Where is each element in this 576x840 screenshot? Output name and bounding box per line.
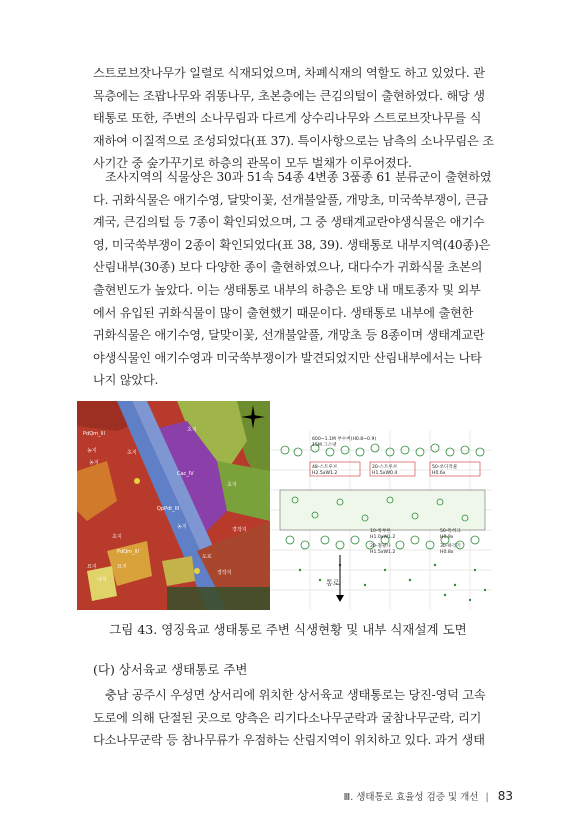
plan-label: H1.0xW1.2 bbox=[370, 535, 396, 540]
map-label: 농지 bbox=[87, 448, 97, 454]
plan-label: H1.5xW1.2 bbox=[370, 550, 396, 555]
map-label: PdQm_III bbox=[83, 431, 105, 437]
plan-label: 20-스트루브 bbox=[372, 465, 398, 470]
plan-label: H0.6x bbox=[432, 471, 446, 476]
running-footer-title: Ⅲ. 생태통로 효율성 검증 및 개선 bbox=[343, 792, 479, 803]
text-line: 다소나무군락 등 참나무류가 우점하는 산림지역이 위치하고 있다. 과거 생태 bbox=[93, 733, 485, 748]
vegetation-map bbox=[77, 401, 270, 610]
plan-label: H0.8x bbox=[440, 550, 454, 555]
text-line: 재하여 이질적으로 조성되었다(표 37). 특이사항으로는 남측의 소나무림은 조 bbox=[93, 133, 494, 148]
section-heading: (다) 상서육교 생태통로 주변 bbox=[93, 662, 248, 677]
plan-label: 10-쑥부한 bbox=[370, 529, 391, 534]
map-label: QpPdt_III bbox=[157, 506, 180, 512]
plan-label: 30-하리기 bbox=[440, 544, 461, 549]
planting-plan-labels bbox=[270, 430, 492, 610]
plan-label: 50-쏘디작물 bbox=[432, 465, 458, 470]
footer-separator: | bbox=[485, 792, 489, 803]
map-label: 초지 bbox=[227, 482, 237, 488]
paragraph-1 bbox=[93, 62, 505, 175]
plan-label: 통로 bbox=[326, 579, 340, 587]
text-line: 목층에는 조팝나무와 쥐똥나무, 초본층에는 큰김의털이 출현하였다. 해당 생 bbox=[93, 88, 485, 103]
map-label: 묘지 bbox=[117, 564, 127, 570]
text-line: 나지 않았다. bbox=[93, 373, 159, 388]
text-line: 출현빈도가 높았다. 이는 생태통로 내부의 하층은 토양 내 매토종자 및 외부 bbox=[93, 282, 481, 297]
text-line: 충남 공주시 우성면 상서리에 위치한 상서육교 생태통로는 당진-영덕 고속 bbox=[105, 688, 486, 702]
text-line: 계국, 큰김의털 등 7종이 확인되었으며, 그 중 생태계교란야생식물은 애기수 bbox=[93, 215, 485, 230]
text-line: 귀화식물은 애기수영, 달맞이꽃, 선개불알풀, 개망초 등 8종이며 생태계교란 bbox=[93, 328, 485, 343]
text-line: 야생식물인 애기수영과 미국쑥부쟁이가 발견되었지만 산림내부에서는 나타 bbox=[93, 350, 482, 365]
figure-caption: 그림 43. 영징육교 생태통로 주변 식생현황 및 내부 식재설계 도면 bbox=[109, 622, 467, 637]
text-line: 다. 귀화식물은 애기수영, 달맞이꽃, 선개불알풀, 개망초, 미국쑥부쟁이, 큰금 bbox=[93, 192, 488, 207]
map-label: 초지 bbox=[187, 427, 197, 433]
paragraph-2 bbox=[93, 166, 505, 392]
text-line: 스트로브잣나무가 일렬로 식재되었으며, 차폐식재의 역할도 하고 있었다. 관 bbox=[93, 66, 485, 80]
map-label: 나지 bbox=[97, 577, 107, 583]
text-line: 산림내부(30종) 보다 다양한 종이 출현하였으나, 대다수가 귀화식물 초본의 bbox=[93, 260, 483, 275]
plan-label: 600~1.1M 부수버(H0.8~0.9) bbox=[312, 437, 377, 442]
text-line: 태통로 또한, 주변의 소나무림과 다르게 상수리나무와 스트로브잣나무를 식 bbox=[93, 111, 482, 126]
map-label: 초지 bbox=[127, 450, 137, 456]
text-line: 도로에 의해 단절된 곳으로 양측은 리기다소나무군락과 굴참나무군락, 리기 bbox=[93, 710, 482, 725]
plan-label: H2.5xW1.2 bbox=[312, 471, 338, 476]
map-label: Cac_IV bbox=[177, 471, 194, 477]
plan-label: 48-스트루브 bbox=[312, 465, 338, 470]
plan-label: 50-특히크 bbox=[440, 529, 461, 534]
map-label: 농지 bbox=[177, 524, 187, 530]
page-number: 83 bbox=[497, 789, 513, 803]
planting-plan bbox=[270, 430, 492, 610]
text-line: 에서 유입된 귀화식물이 많이 출현했기 때문이다. 생태통로 내부에 출현한 bbox=[93, 305, 474, 320]
text-line: 사기간 중 숲가꾸기로 하층의 관목이 모두 벌채가 이루어졌다. bbox=[93, 156, 412, 171]
figure-43 bbox=[77, 401, 492, 610]
map-label: 농지 bbox=[89, 460, 99, 466]
plan-label: H0.9x bbox=[440, 535, 454, 540]
map-label: 경작지 bbox=[232, 527, 247, 533]
map-label: PdQm_III bbox=[117, 549, 139, 555]
map-label: 도로 bbox=[202, 554, 212, 560]
map-label: 경작지 bbox=[217, 570, 232, 576]
plan-label: H1.5xW0.4 bbox=[372, 471, 398, 476]
text-line: 조사지역의 식물상은 30과 51속 54종 4변종 3품종 61 분류군이 출현하였 bbox=[105, 170, 492, 184]
paragraph-3 bbox=[93, 684, 505, 752]
map-label: 초지 bbox=[112, 534, 122, 540]
plan-label: 20-철광나 bbox=[370, 544, 391, 549]
plan-label: 15M 그스넷 bbox=[312, 443, 337, 448]
text-line: 영, 미국쑥부쟁이 2종이 확인되었다(표 38, 39). 생태통로 내부지역(40종)은 bbox=[93, 237, 491, 252]
map-label: 묘지 bbox=[87, 564, 97, 570]
page-footer bbox=[0, 789, 513, 803]
